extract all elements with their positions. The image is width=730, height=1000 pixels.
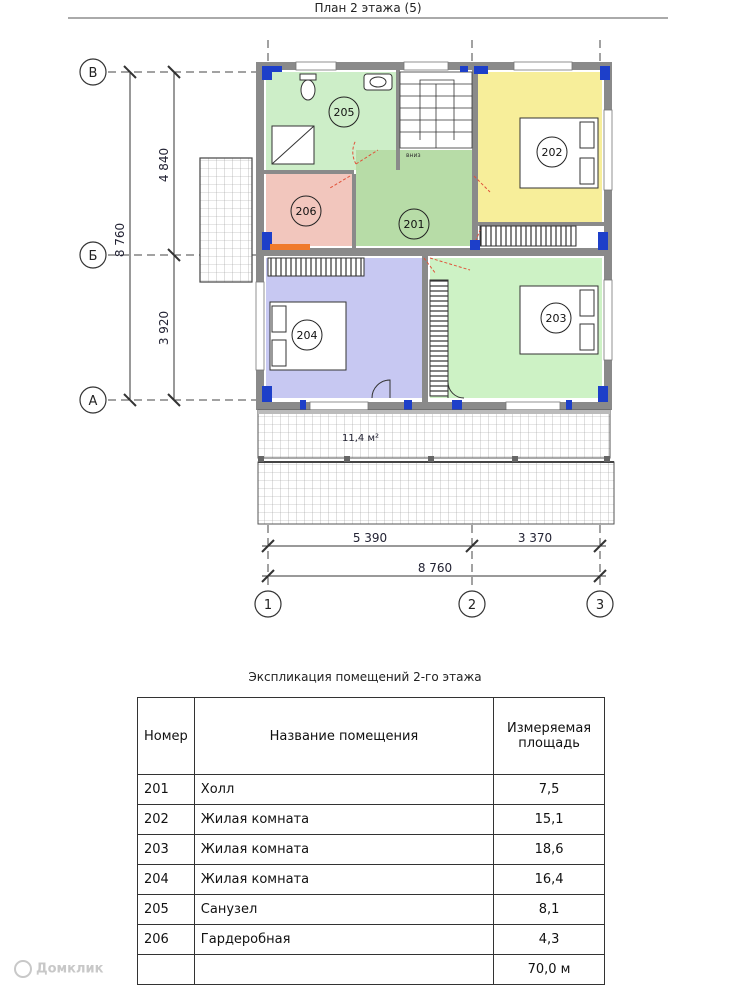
axis-row-b: Б xyxy=(88,249,98,264)
row-area: 16,4 xyxy=(494,865,605,895)
stair-label: вниз xyxy=(406,152,421,159)
axis-row-a: А xyxy=(88,394,98,409)
row-area: 18,6 xyxy=(494,835,605,865)
header-name: Название помещения xyxy=(194,698,493,775)
external-stair xyxy=(200,158,252,282)
table-row xyxy=(138,775,605,805)
row-name: Жилая комната xyxy=(194,805,493,835)
table-total-row xyxy=(138,955,605,985)
row-area: 4,3 xyxy=(494,925,605,955)
room-label-206: 206 xyxy=(295,205,317,218)
column-axis-markers xyxy=(255,591,613,617)
header-area-line1: Измеряемая xyxy=(507,721,592,736)
row-name: Жилая комната xyxy=(194,865,493,895)
axis-row-v: В xyxy=(88,66,98,81)
row-number: 206 xyxy=(138,925,195,955)
explication-title: Экспликация помещений 2-го этажа xyxy=(248,670,482,684)
wardrobe-202 xyxy=(480,226,576,246)
dim-upper-vertical: 4 840 xyxy=(157,147,171,183)
plan-title: План 2 этажа (5) xyxy=(314,1,422,15)
total-area: 70,0 м xyxy=(494,955,605,985)
row-name: Санузел xyxy=(194,895,493,925)
row-area: 15,1 xyxy=(494,805,605,835)
axis-col-1: 1 xyxy=(263,598,273,613)
row-name: Гардеробная xyxy=(194,925,493,955)
room-label-203: 203 xyxy=(545,312,567,325)
axis-col-3: 3 xyxy=(595,598,605,613)
dim-lower-vertical: 3 920 xyxy=(157,310,171,346)
room-label-205: 205 xyxy=(333,106,355,119)
row-area: 7,5 xyxy=(494,775,605,805)
total-empty-number xyxy=(138,955,195,985)
header-area-line2: площадь xyxy=(518,736,580,751)
watermark-logo-icon xyxy=(14,960,32,978)
room-label-201: 201 xyxy=(403,218,425,231)
row-axis-markers xyxy=(80,59,106,413)
row-name: Жилая комната xyxy=(194,835,493,865)
balcony-area: 11,4 м² xyxy=(342,433,379,444)
room-201-fill xyxy=(356,150,472,246)
table-row xyxy=(138,865,605,895)
table-row xyxy=(138,895,605,925)
dim-total-vertical: 8 760 xyxy=(113,222,127,258)
table-row xyxy=(138,925,605,955)
wardrobe-203 xyxy=(430,280,448,396)
total-empty-name xyxy=(194,955,493,985)
row-number: 201 xyxy=(138,775,195,805)
row-number: 204 xyxy=(138,865,195,895)
balcony xyxy=(258,410,610,458)
axis-col-2: 2 xyxy=(467,598,477,613)
row-number: 205 xyxy=(138,895,195,925)
explication-table xyxy=(137,697,605,985)
watermark-text: Домклик xyxy=(36,961,104,977)
room-label-204: 204 xyxy=(296,329,318,342)
vertical-dimensions xyxy=(124,66,180,406)
radiator xyxy=(270,244,310,250)
dim-left-horizontal: 5 390 xyxy=(352,531,388,545)
terrace xyxy=(258,462,614,524)
watermark xyxy=(14,960,103,978)
table-row xyxy=(138,805,605,835)
dim-total-horizontal: 8 760 xyxy=(417,561,453,575)
header-number: Номер xyxy=(138,698,195,775)
wardrobe-204 xyxy=(268,258,364,276)
row-number: 202 xyxy=(138,805,195,835)
header-area xyxy=(494,698,605,775)
table-header-row xyxy=(138,698,605,775)
dim-right-horizontal: 3 370 xyxy=(517,531,553,545)
table-row xyxy=(138,835,605,865)
row-number: 203 xyxy=(138,835,195,865)
row-area: 8,1 xyxy=(494,895,605,925)
row-name: Холл xyxy=(194,775,493,805)
room-label-202: 202 xyxy=(541,146,563,159)
inner-stair xyxy=(400,72,472,148)
